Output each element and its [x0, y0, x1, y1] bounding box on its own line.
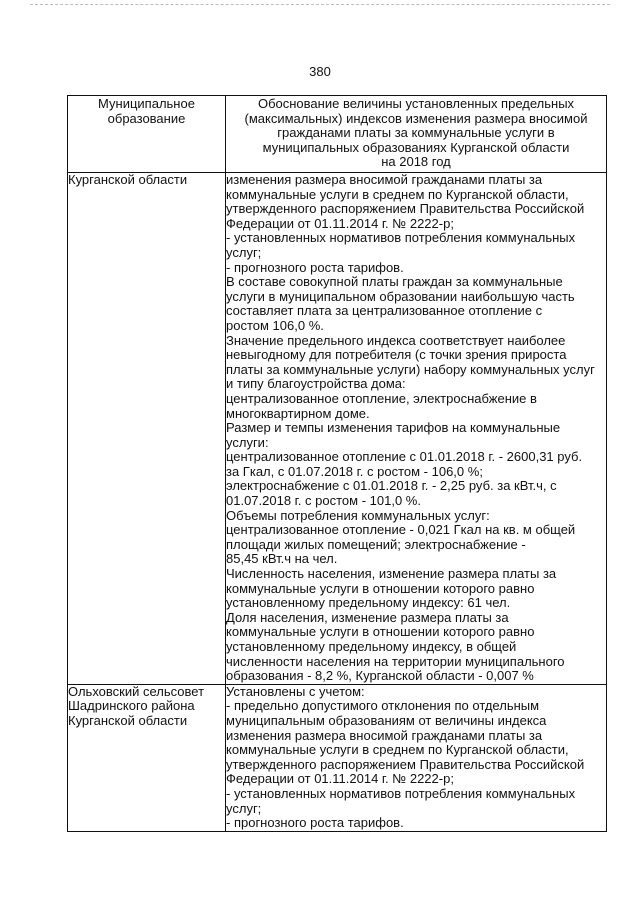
page-number: 380	[309, 64, 331, 79]
header-text-line: гражданами платы за коммунальные услуги в	[277, 125, 555, 141]
municipality-line: Курганской области	[68, 712, 188, 728]
text-line: Объемы потребления коммунальных услуг:	[226, 507, 490, 523]
text-line: муниципальным образованиям от величины индекса	[226, 712, 547, 728]
text-line: услуг;	[226, 800, 262, 816]
text-line: 85,45 кВт.ч на чел.	[226, 551, 338, 567]
municipality-cell	[68, 173, 226, 685]
justification-cell	[226, 173, 607, 685]
text-line: установленному предельному индексу: 61 чел.	[226, 595, 511, 611]
header-justification	[226, 96, 607, 173]
table-row	[68, 684, 607, 831]
text-line: многоквартирном доме.	[226, 405, 370, 421]
text-line: образования - 8,2 %, Курганской области - 0,007 %	[226, 668, 534, 684]
text-line: коммунальные услуги в отношении которого равно	[226, 580, 535, 596]
text-line: централизованное отопление с 01.01.2018 г. - 2600,31 руб.	[226, 449, 583, 465]
text-line: услуги:	[226, 434, 269, 450]
text-line: коммунальные услуги в отношении которого равно	[226, 624, 535, 640]
municipality-line: Шадринского района	[68, 698, 195, 714]
header-text-line: (максимальных) индексов изменения размера вносимой	[244, 110, 588, 126]
text-line: - прогнозного роста тарифов.	[226, 259, 404, 275]
text-line: Федерации от 01.11.2014 г. № 2222-р;	[226, 771, 454, 787]
text-line: Численность населения, изменение размера платы за	[226, 566, 557, 582]
text-line: невыгодному для потребителя (с точки зрения прироста	[226, 347, 567, 363]
text-line: установленному предельному индексу, в общей	[226, 639, 517, 654]
text-line: - установленных нормативов потребления коммунальных	[226, 785, 576, 801]
table-header-row	[68, 96, 607, 173]
text-line: Доля населения, изменение размера платы за	[226, 609, 509, 625]
text-line: утвержденного распоряжением Правительства Российской	[226, 201, 585, 217]
text-line: за Гкал, с 01.07.2018 г. с ростом - 106,0 %;	[226, 463, 483, 479]
text-line: площади жилых помещений; электроснабжение -	[226, 536, 526, 552]
text-line: централизованное отопление, электроснабжение в	[226, 390, 537, 406]
header-municipality	[68, 96, 226, 173]
text-line: изменения размера вносимой гражданами платы за	[226, 172, 543, 187]
header-text-line: Муниципальное	[98, 96, 195, 111]
header-text-line: Обоснование величины установленных предельных	[257, 96, 575, 111]
text-line: - прогнозного роста тарифов.	[226, 815, 404, 831]
text-line: Установлены с учетом:	[226, 683, 365, 699]
text-line: В составе совокупной платы граждан за коммунальные	[226, 274, 563, 290]
text-line: - установленных нормативов потребления коммунальных	[226, 230, 576, 246]
header-text-line: образование	[107, 110, 186, 126]
text-line: услуг;	[226, 244, 262, 260]
text-line: Значение предельного индекса соответствует наиболее	[226, 332, 566, 348]
text-line: Федерации от 01.11.2014 г. № 2222-р;	[226, 215, 454, 231]
header-text-line: на 2018 год	[381, 154, 451, 170]
text-line: коммунальные услуги в среднем по Курганской области,	[226, 742, 569, 758]
text-line: и типу благоустройства дома:	[226, 376, 406, 392]
text-line: централизованное отопление - 0,021 Гкал на кв. м общей	[226, 522, 576, 538]
text-line: электроснабжение с 01.01.2018 г. - 2,25 руб. за кВт.ч, с	[226, 478, 557, 494]
text-line: коммунальные услуги в среднем по Курганской области,	[226, 186, 569, 202]
indices-table	[67, 95, 607, 832]
municipality-line: Курганской области	[68, 172, 188, 187]
text-line: платы за коммунальные услуги) набору коммунальных услуг	[226, 361, 595, 377]
text-line: - предельно допустимого отклонения по отдельным	[226, 698, 540, 714]
text-line: численности населения на территории муниципального	[226, 653, 565, 669]
text-line: изменения размера вносимой гражданами платы за	[226, 727, 543, 743]
text-line: составляет плата за централизованное отопление с	[226, 303, 543, 319]
text-line: 01.07.2018 г. с ростом - 101,0 %.	[226, 493, 421, 509]
text-line: Размер и темпы изменения тарифов на коммунальные	[226, 420, 561, 436]
scan-top-edge	[30, 4, 610, 5]
text-line: услуги в муниципальном образовании наибольшую часть	[226, 288, 575, 304]
municipality-cell	[68, 684, 226, 831]
justification-cell	[226, 684, 607, 831]
text-line: утвержденного распоряжением Правительства Российской	[226, 756, 585, 772]
municipality-line: Ольховский сельсовет	[68, 683, 205, 699]
header-text-line: муниципальных образованиях Курганской области	[262, 139, 570, 155]
table-row	[68, 173, 607, 685]
text-line: ростом 106,0 %.	[226, 317, 324, 333]
